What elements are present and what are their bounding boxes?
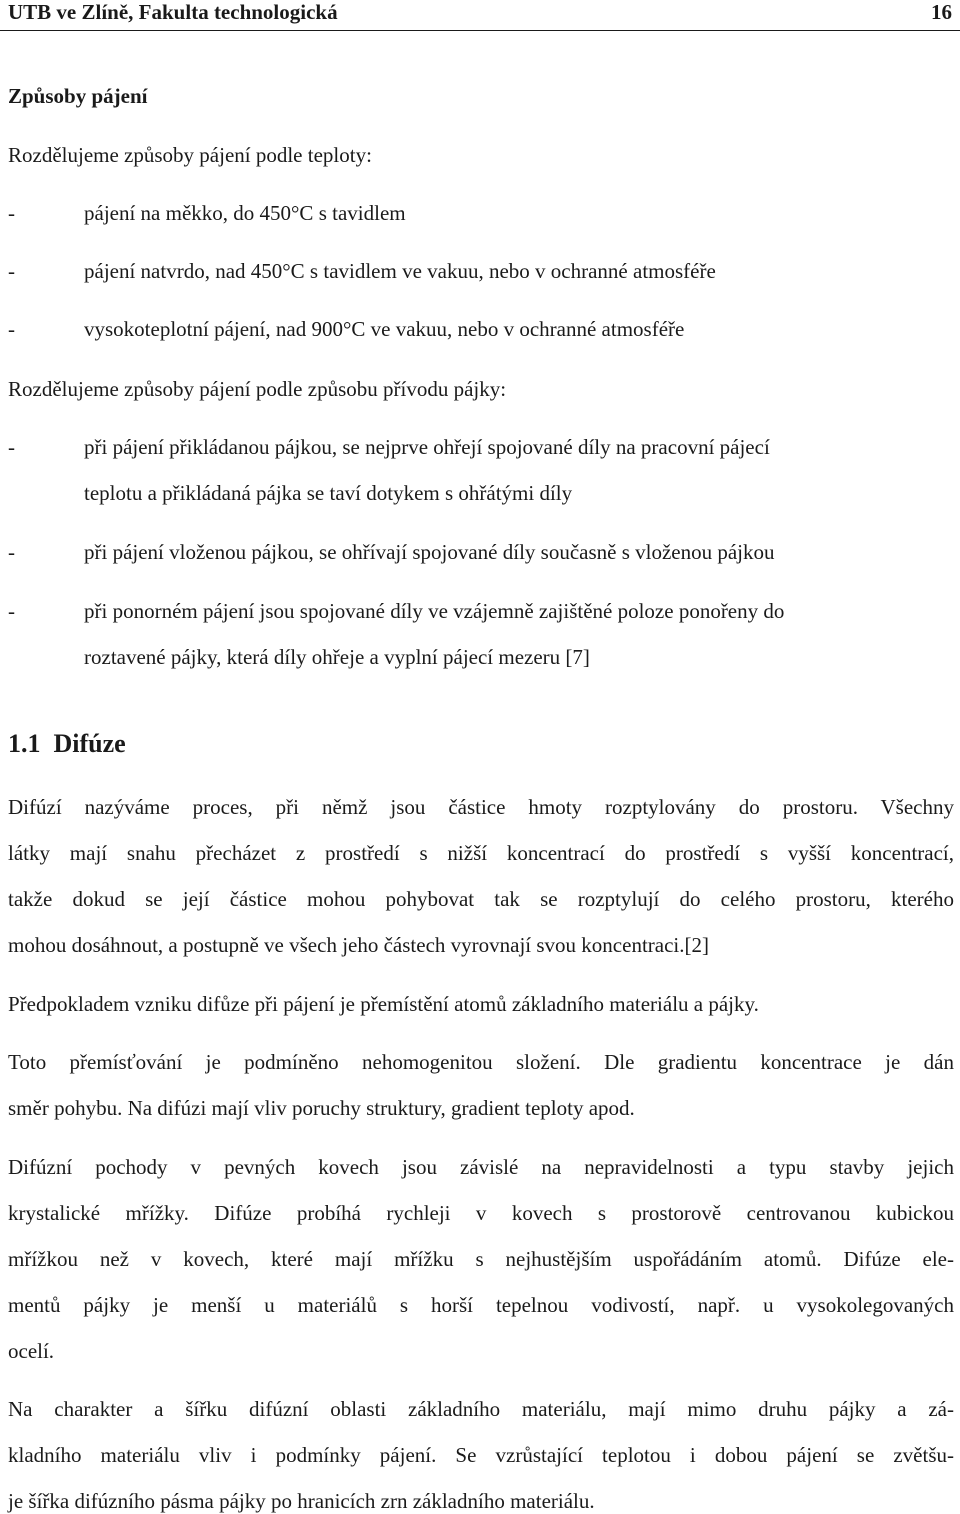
paragraph-line: látky mají snahu přecházet z prostředí s nižší koncentrací do prostředí s vyšší koncentrací, — [8, 841, 954, 865]
paragraph-line: kladního materiálu vliv i podmínky pájení. Se vzrůstající teplotou i dobou pájení se zvětšu- — [8, 1443, 954, 1467]
list-item-line: při pájení přikládanou pájkou, se nejprve ohřejí spojované díly na pracovní pájecí — [84, 435, 770, 459]
section-heading-difuze — [8, 729, 126, 759]
list-bullet: - — [8, 435, 15, 459]
page-number: 16 — [931, 0, 952, 24]
list-bullet: - — [8, 259, 15, 283]
paragraph-line: Toto přemísťování je podmíněno nehomogenitou složení. Dle gradientu koncentrace je dán — [8, 1050, 954, 1074]
paragraph-line: takže dokud se její částice mohou pohybovat tak se rozptylují do celého prostoru, kterého — [8, 887, 954, 911]
list-item-line: teplotu a přikládaná pájka se taví dotykem s ohřátými díly — [84, 481, 573, 505]
list-item-line: při pájení vloženou pájkou, se ohřívají spojované díly současně s vloženou pájkou — [84, 540, 775, 564]
paragraph-line: mohou dosáhnout, a postupně ve všech jeho částech vyrovnají svou koncentraci.[2] — [8, 933, 709, 957]
list-item: pájení natvrdo, nad 450°C s tavidlem ve vakuu, nebo v ochranné atmosféře — [84, 259, 716, 283]
header-title: UTB ve Zlíně, Fakulta technologická — [8, 0, 338, 24]
intro-temperature: Rozdělujeme způsoby pájení podle teploty: — [8, 143, 372, 167]
list-bullet: - — [8, 317, 15, 341]
paragraph-line: Difúzní pochody v pevných kovech jsou závislé na nepravidelnosti a typu stavby jejich — [8, 1155, 954, 1179]
list-item-line: při ponorném pájení jsou spojované díly ve vzájemně zajištěné poloze ponořeny do — [84, 599, 785, 623]
paragraph-line: mentů pájky je menší u materiálů s horší tepelnou vodivostí, např. u vysokolegovaných — [8, 1293, 954, 1317]
paragraph-line: ocelí. — [8, 1339, 55, 1363]
section-title-zpusoby: Způsoby pájení — [8, 84, 148, 108]
list-bullet: - — [8, 599, 15, 623]
intro-supply: Rozdělujeme způsoby pájení podle způsobu přívodu pájky: — [8, 377, 507, 401]
list-item-line: roztavené pájky, která díly ohřeje a vyplní pájecí mezeru [7] — [84, 645, 590, 669]
paragraph-line: krystalické mřížky. Difúze probíhá rychleji v kovech s prostorově centrovanou kubickou — [8, 1201, 954, 1225]
paragraph-line: Difúzí nazýváme proces, při němž jsou částice hmoty rozptylovány do prostoru. Všechny — [8, 795, 954, 819]
paragraph-line: směr pohybu. Na difúzi mají vliv poruchy struktury, gradient teploty apod. — [8, 1096, 635, 1120]
list-item: pájení na měkko, do 450°C s tavidlem — [84, 201, 406, 225]
list-bullet: - — [8, 201, 15, 225]
section-title: Difúze — [53, 729, 126, 758]
paragraph-line: mřížkou než v kovech, které mají mřížku s nejhustějším uspořádáním atomů. Difúze ele- — [8, 1247, 954, 1271]
section-number: 1.1 — [8, 729, 41, 758]
paragraph-line: Na charakter a šířku difúzní oblasti základního materiálu, mají mimo druhu pájky a zá- — [8, 1397, 954, 1421]
paragraph-line: Předpokladem vzniku difůze při pájení je přemístění atomů základního materiálu a pájky. — [8, 992, 759, 1016]
page-header — [0, 0, 960, 31]
list-item: vysokoteplotní pájení, nad 900°C ve vakuu, nebo v ochranné atmosféře — [84, 317, 685, 341]
list-bullet: - — [8, 540, 15, 564]
paragraph-line: je šířka difúzního pásma pájky po hranicích zrn základního materiálu. — [8, 1489, 595, 1513]
